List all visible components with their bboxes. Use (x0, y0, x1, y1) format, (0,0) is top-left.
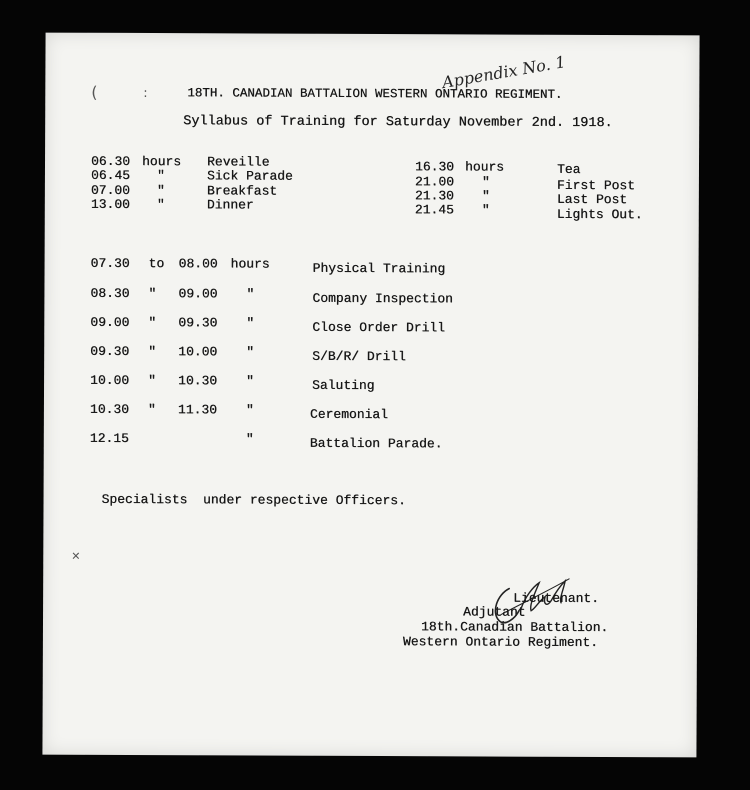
training-start: 10.30 (89, 401, 129, 417)
training-end: 09.00 (178, 286, 218, 302)
training-activity: Battalion Parade. (309, 435, 443, 452)
routine-event: Breakfast (206, 183, 278, 199)
training-unit: " (246, 373, 254, 389)
training-activity: Close Order Drill (312, 319, 445, 336)
training-activity: S/B/R/ Drill (312, 348, 406, 365)
training-separator: to (148, 256, 165, 272)
routine-unit: " (156, 183, 165, 199)
training-end: 08.00 (178, 256, 218, 272)
training-activity: Company Inspection (312, 290, 453, 307)
routine-event: Reveille (206, 154, 270, 170)
paper-sheet (42, 33, 699, 758)
routine-event: Lights Out. (556, 206, 643, 223)
signatory-battalion: 18th.Canadian Battalion. (420, 619, 609, 636)
routine-unit: hours (141, 153, 182, 170)
training-separator: " (148, 286, 157, 302)
training-end: 10.30 (178, 373, 218, 389)
routine-unit: hours (464, 159, 505, 175)
routine-time: 21.45 (414, 202, 454, 218)
routine-event: Last Post (556, 191, 628, 208)
training-start: 09.30 (90, 343, 130, 359)
training-separator: " (148, 344, 157, 360)
training-activity: Ceremonial (309, 406, 388, 423)
training-start: 10.00 (90, 372, 130, 388)
signatory-role: Adjutant (463, 604, 526, 620)
routine-time: 13.00 (90, 196, 130, 212)
training-separator: " (147, 402, 156, 418)
margin-mark: ✕ (71, 549, 81, 563)
training-start: 12.15 (89, 430, 129, 446)
training-unit: " (245, 431, 254, 447)
training-activity: Physical Training (312, 260, 446, 277)
routine-time: 06.30 (90, 153, 131, 169)
document-subtitle: Syllabus of Training for Saturday November 2nd. 1918. (183, 114, 613, 132)
training-unit: " (246, 344, 255, 360)
training-unit: " (246, 286, 255, 302)
appendix-annotation: Appendix No. 1 (440, 52, 568, 93)
training-separator: " (148, 315, 157, 331)
routine-unit: " (481, 188, 490, 204)
routine-time: 21.00 (414, 174, 454, 190)
training-end: 10.00 (178, 344, 218, 360)
signatory-regiment: Western Ontario Regiment. (402, 634, 599, 650)
training-end: 09.30 (178, 315, 218, 331)
signatory-rank: Lieutenant. (513, 590, 599, 606)
routine-unit: " (481, 202, 490, 218)
routine-time: 07.00 (90, 182, 130, 198)
routine-event: Tea (556, 161, 581, 177)
routine-time: 21.30 (414, 188, 454, 204)
training-activity: Saluting (312, 377, 375, 394)
training-end: 11.30 (177, 402, 217, 418)
routine-event: Sick Parade (206, 168, 293, 184)
training-unit: " (246, 315, 255, 331)
training-unit: " (245, 402, 254, 418)
routine-time: 06.45 (90, 167, 131, 183)
training-start: 07.30 (90, 255, 130, 271)
routine-event: First Post (556, 177, 635, 194)
routine-event: Dinner (206, 197, 254, 213)
training-unit: hours (230, 256, 270, 272)
document-title: 18TH. CANADIAN BATTALION WESTERN ONTARIO REGIMENT. (187, 86, 563, 102)
routine-unit: " (481, 174, 490, 190)
colon-mark: : (143, 86, 148, 102)
specialists-note: Specialists under respective Officers. (101, 491, 406, 509)
training-separator: " (148, 373, 156, 389)
routine-time: 16.30 (414, 159, 455, 175)
punch-hole-mark: ( (91, 82, 98, 102)
routine-unit: " (156, 168, 165, 184)
routine-unit: " (156, 197, 165, 213)
training-start: 08.30 (90, 285, 130, 301)
training-start: 09.00 (90, 314, 130, 330)
